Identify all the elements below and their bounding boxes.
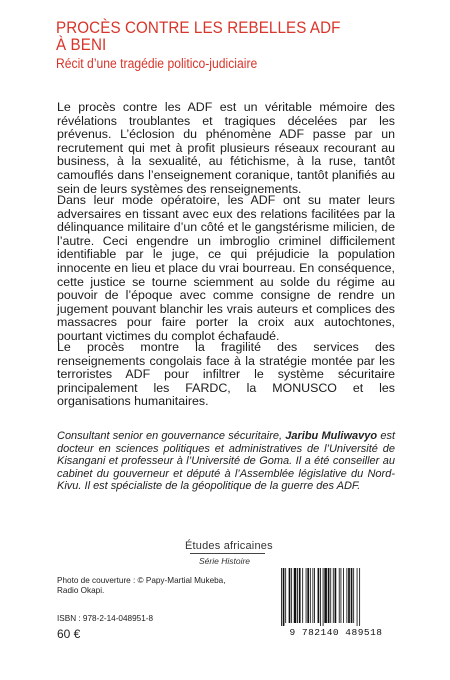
barcode-bar bbox=[302, 568, 303, 623]
barcode-bar bbox=[343, 568, 344, 623]
barcode-bar bbox=[359, 568, 360, 626]
book-title-line-2: À BENI bbox=[56, 36, 107, 54]
barcode-bar bbox=[310, 568, 311, 623]
author-bio-prefix: Consultant senior en gouvernance sécuritaire, bbox=[57, 430, 286, 442]
barcode-digits: 9 782140 489518 bbox=[289, 627, 383, 638]
author-name: Jaribu Muliwavyo bbox=[285, 430, 378, 442]
barcode-bar bbox=[339, 568, 340, 623]
summary-paragraph-2: Dans leur mode opératoire, les ADF ont su mater leurs adversaires en tissant avec eux des relations facilitées par la délinquance militaire d’un côté et le gangstérisme milicien, de l’autre. Ceci engendre un imbroglio criminel difficilement identifiable par le juge, ce qui préjudicie la population innocente en lieu et place du vrai bourreau. En conséquence, cette justice se tourne sciemment au solde du régime au pouvoir de l’époque avec comme consigne de rendre un jugement pouvant blanchir les vrais auteurs et complices des massacres pour faire porter la croix aux autochtones, pourtant victimes du complot échafaudé. bbox=[57, 193, 395, 343]
series-name: Études africaines bbox=[185, 540, 273, 552]
barcode-bar bbox=[324, 568, 327, 623]
barcode-bar bbox=[346, 568, 347, 623]
barcode-bar bbox=[299, 568, 301, 623]
photo-credit: Photo de couverture : © Papy-Martial Mukeba, Radio Okapi. bbox=[57, 576, 226, 595]
barcode-bar bbox=[297, 568, 298, 623]
barcode-bar bbox=[312, 568, 313, 623]
barcode-bar bbox=[353, 568, 354, 623]
barcode-bar bbox=[285, 568, 286, 623]
barcode-bar bbox=[357, 568, 358, 626]
book-subtitle: Récit d’une tragédie politico-judiciaire bbox=[56, 56, 258, 71]
summary-paragraph-3: Le procès montre la fragilité des services des renseignements congolais face à la stratégie montée par les terroristes ADF pour infiltrer le système sécuritaire principalement les FARDC, la MONUSCO et les organisations humanitaires. bbox=[57, 340, 395, 409]
barcode-bars bbox=[281, 568, 360, 626]
barcode-bar bbox=[330, 568, 331, 623]
barcode-bar bbox=[320, 568, 321, 626]
author-bio bbox=[57, 430, 395, 493]
barcode-bar bbox=[348, 568, 350, 623]
barcode-bar bbox=[306, 568, 307, 623]
book-title-line-1: PROCÈS CONTRE LES REBELLES ADF bbox=[56, 19, 341, 37]
barcode-bar bbox=[294, 568, 297, 623]
barcode-bar bbox=[283, 568, 285, 626]
series-subseries: Série Histoire bbox=[199, 556, 251, 566]
barcode-bar bbox=[328, 568, 330, 623]
isbn: ISBN : 978-2-14-048951-8 bbox=[57, 614, 154, 623]
barcode-bar bbox=[318, 568, 320, 623]
author-bio-text: est docteur en sciences politiques et administratives de l’Université de Kisangani et professeur à l’Université de Goma. Il a été conseiller au cabinet du gouverneur et député à l’Assemblée législative du Nord-Kivu. Il est spécialiste de la géopolitique de la guerre des ADF. bbox=[57, 430, 395, 493]
barcode-bar bbox=[351, 568, 353, 623]
barcode-bar bbox=[335, 568, 337, 623]
price: 60 € bbox=[57, 627, 81, 641]
barcode-bar bbox=[281, 568, 282, 626]
barcode-bar bbox=[341, 568, 342, 623]
summary-paragraph-1: Le procès contre les ADF est un véritable mémoire des révélations troublantes et tragiques décelées par les prévenus. L’éclosion du phénomène ADF passe par un recrutement qui met à profit plusieurs réseaux recourant au business, à la sexualité, au fétichisme, à la ruse, tantôt camouflés dans l’enseignement coranique, tantôt planifiés au sein de leurs systèmes des renseignements. bbox=[57, 100, 395, 196]
barcode-bar bbox=[289, 568, 291, 623]
barcode-bar bbox=[314, 568, 315, 623]
barcode-bar bbox=[323, 568, 324, 626]
barcode-bar bbox=[307, 568, 309, 623]
barcode-bar bbox=[333, 568, 334, 623]
series-divider bbox=[190, 553, 265, 554]
barcode-bar bbox=[291, 568, 292, 623]
book-title bbox=[56, 20, 341, 54]
barcode bbox=[275, 566, 397, 638]
